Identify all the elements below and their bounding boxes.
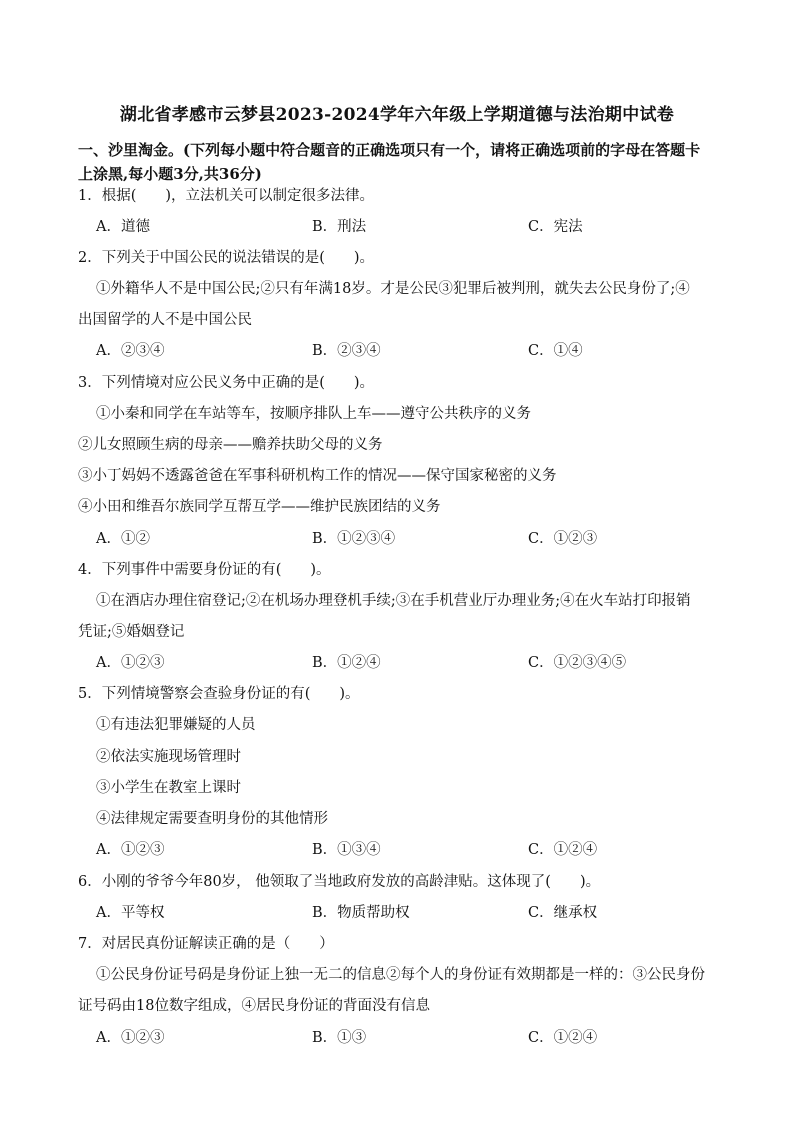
question-6-option-a: A．平等权 — [96, 905, 165, 921]
question-2-stem: 2．下列关于中国公民的说法错误的是( )。 — [78, 250, 375, 266]
question-4-stem: 4．下列事件中需要身份证的有( )。 — [78, 562, 331, 578]
question-4-option-b: B．①②④ — [312, 655, 381, 671]
question-7-option-c: C．①②④ — [528, 1030, 598, 1046]
question-5-option-b: B．①③④ — [312, 842, 381, 858]
question-3-body-line-3: ③小丁妈妈不透露爸爸在军事科研机构工作的情况——保守国家秘密的义务 — [78, 468, 557, 484]
question-6-option-b: B．物质帮助权 — [312, 905, 410, 921]
question-2-option-b: B．②③④ — [312, 343, 381, 359]
question-2-option-a: A．②③④ — [96, 343, 165, 359]
question-7-body-line-2: 证号码由18位数字组成，④居民身份证的背面没有信息 — [78, 998, 430, 1014]
section-instruction-line-2: 上涂黑,每小题3分,共36分) — [78, 165, 262, 183]
question-7-option-a: A．①②③ — [96, 1030, 165, 1046]
question-3-option-c: C．①②③ — [528, 531, 598, 547]
question-1-option-b: B．刑法 — [312, 219, 367, 235]
question-2-option-c: C．①④ — [528, 343, 583, 359]
question-2-body-line-2: 出国留学的人不是中国公民 — [78, 312, 252, 328]
question-5-body-line-3: ③小学生在教室上课时 — [96, 780, 241, 796]
question-7-body-line-1: ①公民身份证号码是身份证上独一无二的信息②每个人的身份证有效期都是一样的：③公民身份 — [96, 967, 705, 983]
question-5-option-a: A．①②③ — [96, 842, 165, 858]
question-3-stem: 3．下列情境对应公民义务中正确的是( )。 — [78, 375, 375, 391]
section-heading — [78, 138, 790, 186]
question-5-option-c: C．①②④ — [528, 842, 598, 858]
question-6-option-c: C．继承权 — [528, 905, 598, 921]
question-7-stem: 7．对居民真份证解读正确的是（ ） — [78, 936, 334, 952]
question-1-option-a: A．道德 — [96, 219, 150, 235]
question-4-option-c: C．①②③④⑤ — [528, 655, 627, 671]
question-4-body-line-1: ①在酒店办理住宿登记;②在机场办理登机手续;③在手机营业厅办理业务;④在火车站打印报销 — [96, 593, 691, 609]
question-5-body-line-4: ④法律规定需要查明身份的其他情形 — [96, 811, 328, 827]
question-1-option-c: C．宪法 — [528, 219, 583, 235]
question-2-body-line-1: ①外籍华人不是中国公民;②只有年满18岁。才是公民③犯罪后被判刑，就失去公民身份了;④ — [96, 281, 690, 297]
question-3-option-a: A．①② — [96, 531, 150, 547]
question-6-stem: 6．小刚的爷爷今年80岁， 他领取了当地政府发放的高龄津贴。这体现了( )。 — [78, 874, 601, 890]
exam-title: 湖北省孝感市云梦县2023-2024学年六年级上学期道德与法治期中试卷 — [119, 105, 675, 125]
question-4-option-a: A．①②③ — [96, 655, 165, 671]
question-5-body-line-1: ①有违法犯罪嫌疑的人员 — [96, 717, 256, 733]
question-5-body-line-2: ②依法实施现场管理时 — [96, 749, 241, 765]
question-7-option-b: B．①③ — [312, 1030, 367, 1046]
question-5-stem: 5．下列情境警察会查验身份证的有( )。 — [78, 686, 360, 702]
question-3-option-b: B．①②③④ — [312, 531, 396, 547]
question-4-body-line-2: 凭证;⑤婚姻登记 — [78, 624, 185, 640]
question-3-body-line-4: ④小田和维吾尔族同学互帮互学——维护民族团结的义务 — [78, 499, 441, 515]
question-1-stem: 1．根据( )，立法机关可以制定很多法律。 — [78, 188, 375, 204]
question-3-body-line-2: ②儿女照顾生病的母亲——赡养扶助父母的义务 — [78, 437, 383, 453]
section-instruction-line-1: 一、沙里淘金。(下列每小题中符合题音的正确选项只有一个，请将正确选项前的字母在答题卡 — [78, 141, 701, 159]
question-3-body-line-1: ①小秦和同学在车站等车，按顺序排队上车——遵守公共秩序的义务 — [96, 406, 531, 422]
